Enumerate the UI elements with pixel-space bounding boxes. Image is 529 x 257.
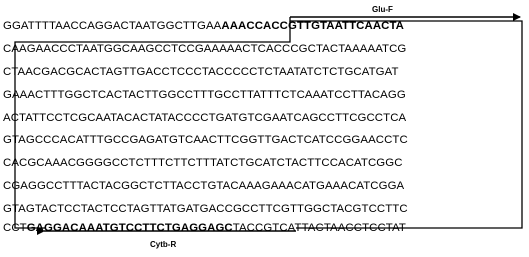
reverse-primer-label: Cytb-R [150,240,177,249]
sequence-line [3,133,408,147]
reverse-primer-sequence: GAGGACAAATGTCCTTCTGAGGAGC [26,222,233,234]
sequence-segment: CACGCAAACGGGGCCTCTTTCTTCTTTATCTGCATCTACTTCCACATCGGC [3,157,403,169]
sequence-line [3,221,406,235]
sequence-line [3,111,406,125]
sequence-line [3,156,403,170]
sequence-segment: GAAACTTTGGCTCACTACTTGGCCTTTGCCTTATTTCTCAAATCCTTACAGG [3,89,406,101]
sequence-segment: CCT [3,222,27,234]
sequence-line [3,179,404,193]
sequence-line [3,88,406,102]
sequence-segment: TACCGTCATTACTAACCTCCTAT [232,222,406,234]
sequence-segment: ACTATTCCTCGCAATACACTATACCCCTGATGTCGAATCAGCCTTCGCCTCA [3,112,407,124]
forward-primer-sequence: AAACCACCGTTGTAATTCAACTA [221,20,405,32]
sequence-segment: CTAACGACGCACTAGTTGACCTCCCTACCCCCTCTAATATCTCTGCATGAT [3,66,399,78]
sequence-segment: GTAGTACTCCTACTCCTAGTTATGATGACCGCCTTCGTTGGCTACGTCCTTC [3,203,408,215]
sequence-segment: CGAGGCCTTTACTACGGCTCTTACCTGTACAAAGAAACATGAAACATCGGA [3,180,405,192]
sequence-line [3,65,399,79]
sequence-segment: GTAGCCCACATTTGCCGAGATGTCAACTTCGGTTGACTCATCCGGAACCTC [3,134,408,146]
sequence-segment: CAAGAACCCTAATGGCAAGCCTCCGAAAAACTCACCCGCTACTAAAAATCG [3,43,407,55]
sequence-line [3,19,404,33]
sequence-line [3,42,406,56]
sequence-line [3,202,408,216]
forward-primer-label: Glu-F [372,5,393,14]
sequence-segment: GGATTTTAACCAGGACTAATGGCTTGAA [3,20,222,32]
